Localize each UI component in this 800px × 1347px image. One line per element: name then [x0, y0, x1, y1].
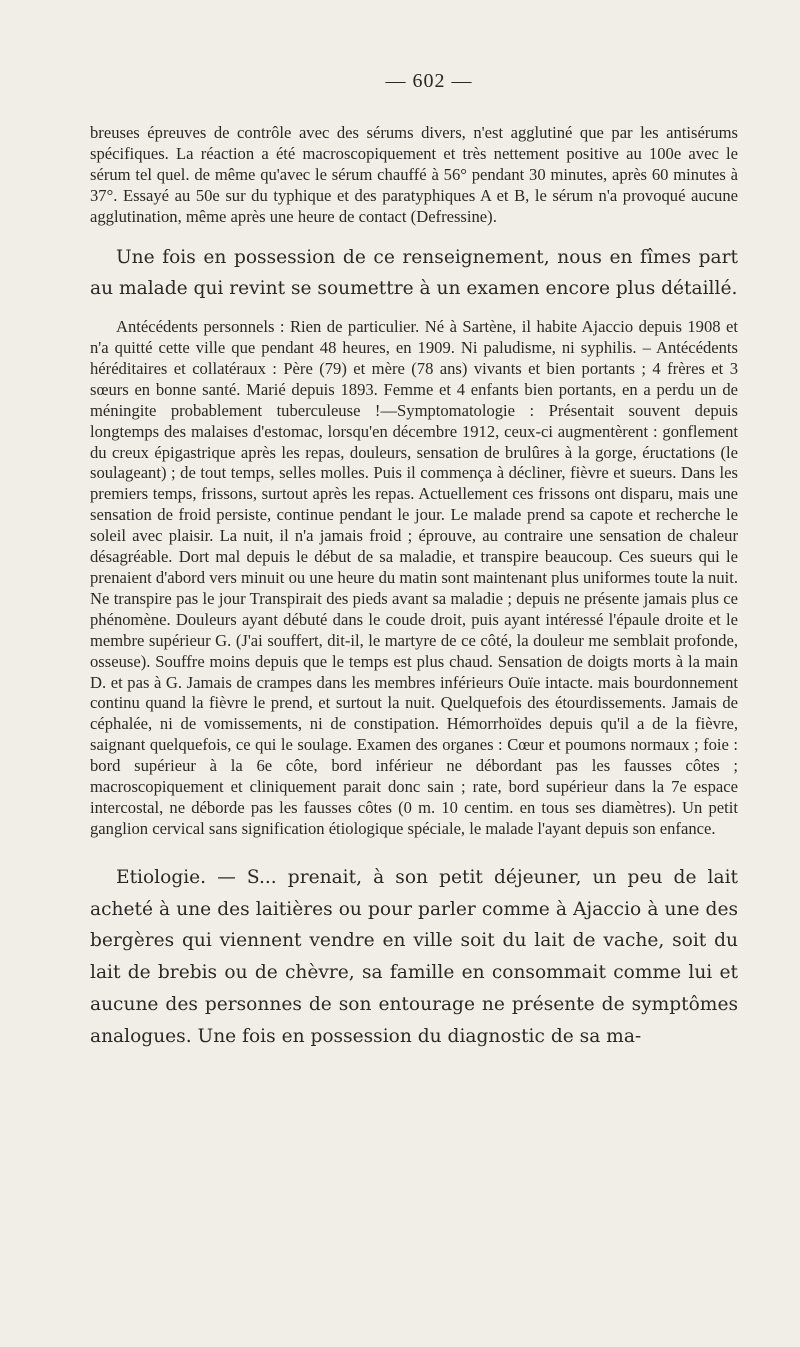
paragraph-examen: Une fois en possession de ce renseignement, nous en fîmes part au malade qui revint se soumettre à un examen encore plus détaillé.	[90, 246, 738, 300]
page-number: — 602 —	[385, 70, 473, 92]
paragraph-antecedents: Antécédents personnels : Rien de particulier. Né à Sartène, il habite Ajaccio depuis 1908 et n'a quitté cette ville que pendant 48 heures, en 1909. Ni paludisme, ni syphilis. – Antécédents héréditaires et collatéraux : Père (79) et mère (78 ans) vivants et bien portants ; 4 frères et 3 sœurs en bonne santé. Marié depuis 1893. Femme et 4 enfants bien portants, en a perdu un de méningite probablement tuberculeuse !—Symptomatologie : Présentait souvent depuis longtemps des malaises d'estomac, lorsqu'en décembre 1912, ceux-ci augmentèrent : gonflement du creux épigastrique après les repas, douleurs, sensation de brulûres à la gorge, éructations (le soulageant) ; de tout temps, selles molles. Puis il commença à décliner, fièvre et sueurs. Dans les premiers temps, frissons, surtout après les repas. Actuellement ces frissons ont disparu, mais une sensation de froid persiste, continue pendant le jour. Le malade prend sa capote et recherche le soleil avec plaisir. La nuit, il n'a jamais froid ; éprouve, au contraire une sensation de chaleur désagréable. Dort mal depuis le début de sa maladie, et transpire beaucoup. Ces sueurs qui le prenaient d'abord vers minuit ou une heure du matin sont maintenant plus uniformes toute la nuit. Ne transpire pas le jour Transpirait des pieds avant sa maladie ; depuis ne présente jamais plus ce phénomène. Douleurs ayant débuté dans le coude droit, puis ayant intéressé l'épaule droite et le membre supérieur G. (J'ai souffert, dit-il, le martyre de ce côté, la douleur me semblait profonde, osseuse). Souffre moins depuis que le temps est plus chaud. Sensation de doigts morts à la main D. et pas à G. Jamais de crampes dans les membres inférieurs Ouïe intacte. mais bourdonnement continu quand la fièvre le prend, et surtout la nuit. Quelquefois des étourdissements. Jamais de céphalée, ni de vomissements, ni de constipation. Hémorrhoïdes depuis qu'il a de la fièvre, saignant quelquefois, ce qui le soulage. Examen des organes : Cœur et poumons normaux ; foie : bord supérieur à la 6e côte, bord inférieur ne débordant pas les fausses côtes ; macroscopiquement et cliniquement parait donc sain ; rate, bord supérieur dans la 7e espace intercostal, ne déborde pas les fausses côtes (0 m. 10 centim. en tous ses diamètres). Un petit ganglion cervical sans signification étiologique spéciale, le malade l'ayant depuis son enfance.	[90, 317, 738, 838]
paragraph-agglutination: breuses épreuves de contrôle avec des sérums divers, n'est agglutiné que par les antisérums spécifiques. La réaction a été macroscopiquement et très nettement positive au 100e avec le sérum tel quel. de même qu'avec le sérum chauffé à 56° pendant 30 minutes, après 60 minutes à 37°. Essayé au 50e sur du typhique et des paratyphiques A et B, le sérum n'a provoqué aucune agglutination, même après une heure de contact (Defressine).	[90, 123, 738, 226]
paragraph-etiologie: Etiologie. — S... prenait, à son petit déjeuner, un peu de lait acheté à une des laitières ou pour parler comme à Ajaccio à une des bergères qui viennent vendre en ville soit du lait de vache, soit du lait de brebis ou de chèvre, sa famille en consommait comme lui et aucune des personnes de son entourage ne présente de symptômes analogues. Une fois en possession du diagnostic de sa ma-	[90, 866, 738, 1047]
